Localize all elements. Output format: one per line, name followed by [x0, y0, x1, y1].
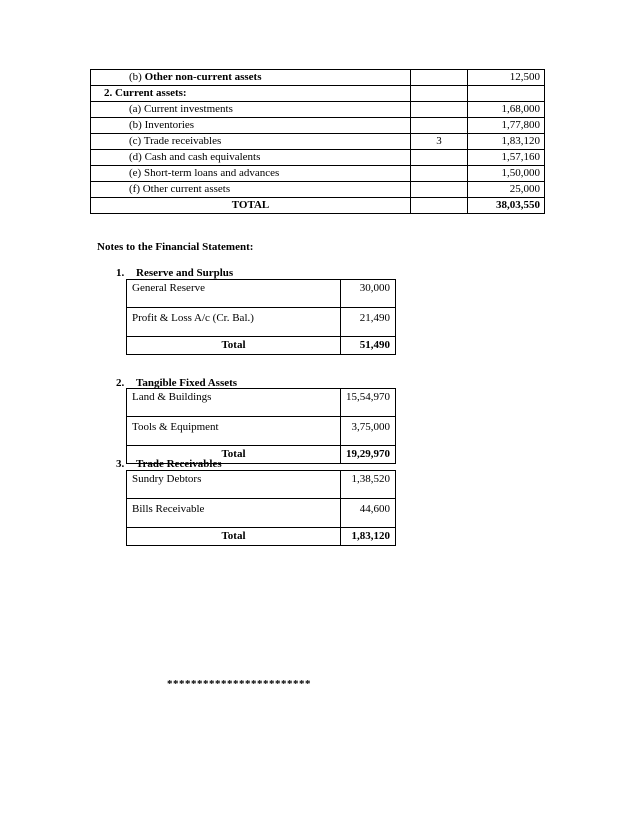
row-note: 3 [411, 134, 468, 150]
total-row [91, 198, 545, 214]
row-amount: 25,000 [468, 182, 545, 198]
row-amount: 1,57,160 [468, 150, 545, 166]
notes-title: Notes to the Financial Statement: [97, 241, 254, 253]
balance-sheet-table [90, 69, 545, 214]
row-amount: 1,68,000 [468, 102, 545, 118]
row-label: (e) Short-term loans and advances [91, 166, 411, 182]
row-note [411, 70, 468, 86]
row-amount [468, 86, 545, 102]
row-label: (a) Current investments [91, 102, 411, 118]
table-row [91, 150, 545, 166]
row-note [411, 118, 468, 134]
table-row [127, 417, 396, 446]
table-row [91, 182, 545, 198]
note-row-amount: 15,54,970 [341, 389, 396, 417]
note-row-amount: 44,600 [341, 499, 396, 528]
note-row-label: Tools & Equipment [127, 417, 341, 446]
table-row [91, 102, 545, 118]
table-row [127, 308, 396, 337]
note-number: 1. [116, 267, 125, 279]
note-row-label: Profit & Loss A/c (Cr. Bal.) [127, 308, 341, 337]
table-row [127, 389, 396, 417]
section-heading: 2. Current assets: [91, 86, 411, 102]
row-note [411, 198, 468, 214]
row-note [411, 182, 468, 198]
total-amount: 38,03,550 [468, 198, 545, 214]
row-label: (f) Other current assets [91, 182, 411, 198]
note-table [126, 388, 396, 464]
note-title: Reserve and Surplus [136, 267, 234, 279]
note-row-amount: 21,490 [341, 308, 396, 337]
note-row-label: General Reserve [127, 280, 341, 308]
note-total-label: Total [127, 528, 341, 546]
table-row [127, 471, 396, 499]
row-label: (d) Cash and cash equivalents [91, 150, 411, 166]
note-total-row [127, 528, 396, 546]
row-label: (b) Inventories [91, 118, 411, 134]
row-note [411, 102, 468, 118]
note-total-amount: 19,29,970 [341, 446, 396, 464]
note-title: Trade Receivables [136, 458, 222, 470]
table-row [91, 70, 545, 86]
row-label: (c) Trade receivables [91, 134, 411, 150]
note-row-amount: 30,000 [341, 280, 396, 308]
table-row [127, 280, 396, 308]
note-total-amount: 51,490 [341, 337, 396, 355]
note-total-row [127, 337, 396, 355]
row-amount: 1,50,000 [468, 166, 545, 182]
note-total-label: Total [127, 446, 341, 464]
total-label: TOTAL [91, 198, 411, 214]
end-separator: ************************ [167, 678, 311, 690]
row-note [411, 86, 468, 102]
table-row [91, 166, 545, 182]
note-row-amount: 1,38,520 [341, 471, 396, 499]
note-table [126, 279, 396, 355]
note-table [126, 470, 396, 546]
row-amount: 12,500 [468, 70, 545, 86]
row-label: (b) Other non-current assets [91, 70, 411, 86]
table-row [127, 499, 396, 528]
table-row [91, 134, 545, 150]
note-title: Tangible Fixed Assets [136, 377, 238, 389]
note-number: 3. [116, 458, 125, 470]
note-row-label: Bills Receivable [127, 499, 341, 528]
note-row-amount: 3,75,000 [341, 417, 396, 446]
table-row [91, 86, 545, 102]
row-note [411, 150, 468, 166]
note-total-label: Total [127, 337, 341, 355]
note-total-amount: 1,83,120 [341, 528, 396, 546]
row-amount: 1,83,120 [468, 134, 545, 150]
note-row-label: Sundry Debtors [127, 471, 341, 499]
row-note [411, 166, 468, 182]
note-number: 2. [116, 377, 125, 389]
table-row [91, 118, 545, 134]
row-amount: 1,77,800 [468, 118, 545, 134]
note-row-label: Land & Buildings [127, 389, 341, 417]
